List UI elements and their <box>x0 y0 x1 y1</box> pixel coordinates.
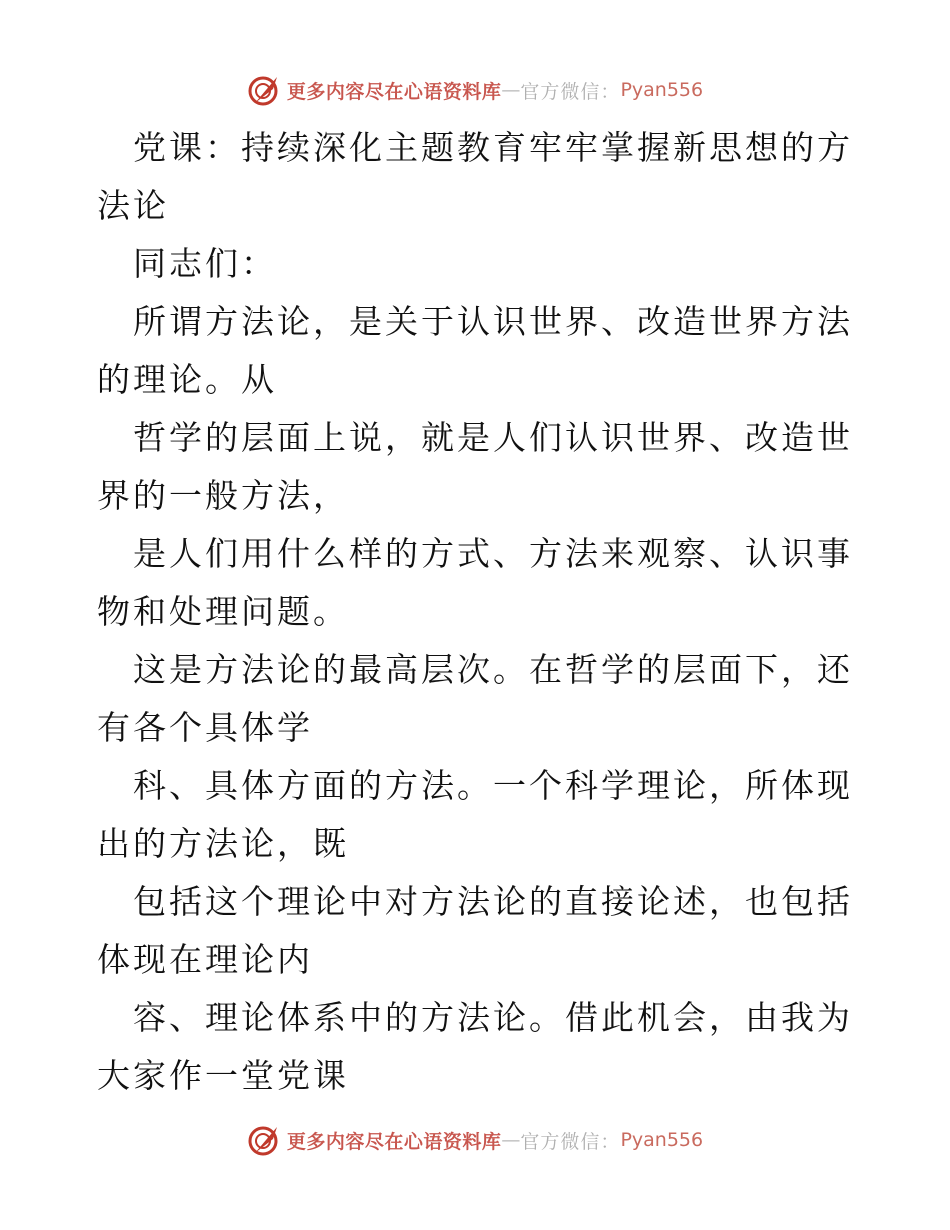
quill-pen-logo-icon <box>247 1123 281 1157</box>
promo-text: 更多内容尽在心语资料库 <box>286 80 502 103</box>
document-title: 党课：持续深化主题教育牢牢掌握新思想的方法论 <box>97 128 853 225</box>
quill-pen-logo-icon <box>247 73 281 107</box>
paragraph-line: 同志们： <box>133 244 277 283</box>
paragraph-line: 所谓方法论，是关于认识世界、改造世界方法的理论。从 <box>97 302 853 399</box>
wechat-id: Pyan556 <box>620 1129 704 1151</box>
paragraph-line: 哲学的层面上说，就是人们认识世界、改造世界的一般方法， <box>97 418 853 515</box>
document-body <box>97 119 857 1105</box>
wechat-id: Pyan556 <box>620 79 704 101</box>
paragraph-line: 是人们用什么样的方式、方法来观察、认识事物和处理问题。 <box>97 534 853 631</box>
paragraph-line: 容、理论体系中的方法论。借此机会，由我为大家作一堂党课 <box>97 998 853 1095</box>
banner-dash: — <box>501 1129 521 1151</box>
wechat-label: 官方微信： <box>520 1130 621 1153</box>
paragraph-line: 包括这个理论中对方法论的直接论述，也包括体现在理论内 <box>97 882 853 979</box>
promo-text: 更多内容尽在心语资料库 <box>286 1130 502 1153</box>
paragraph-line: 科、具体方面的方法。一个科学理论，所体现出的方法论，既 <box>97 766 853 863</box>
wechat-label: 官方微信： <box>520 80 621 103</box>
header-banner <box>0 70 950 110</box>
banner-dash: — <box>501 79 521 101</box>
paragraph-line: 这是方法论的最高层次。在哲学的层面下，还有各个具体学 <box>97 650 853 747</box>
footer-banner <box>0 1120 950 1160</box>
